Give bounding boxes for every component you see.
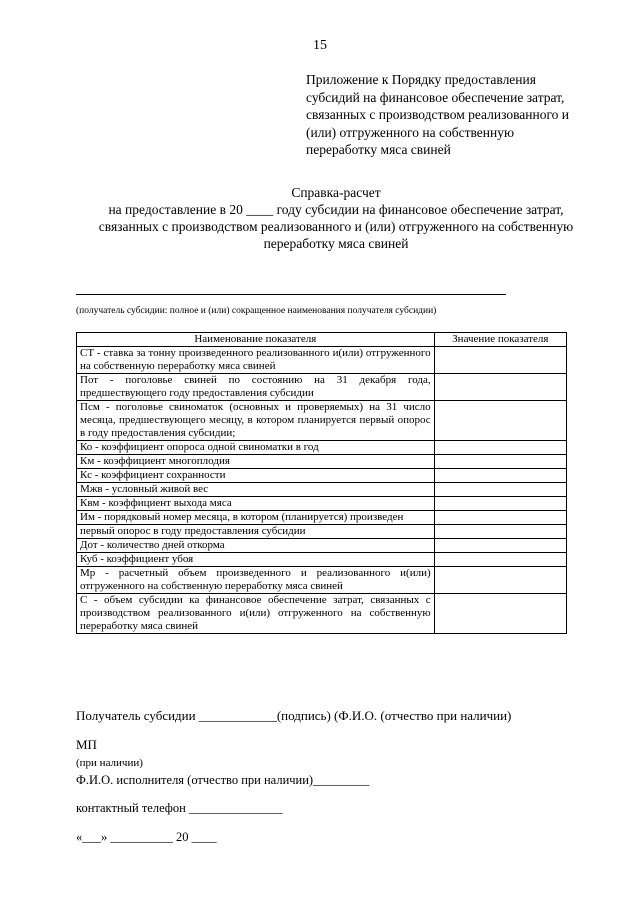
indicator-value-cell[interactable] <box>434 553 566 567</box>
appendix-line: связанных с производством реализованного и <box>306 107 570 122</box>
indicator-value-cell[interactable] <box>434 594 566 634</box>
table-row <box>77 539 567 553</box>
stamp-place: МП <box>76 737 97 752</box>
indicator-name: Им - порядковый номер месяца, в котором (планируется) произведен <box>77 511 435 525</box>
appendix-line: субсидий на финансовое обеспечение затрат, <box>306 89 565 105</box>
recipient-name-field[interactable] <box>76 286 506 295</box>
date-line: «___» __________ 20 ____ <box>76 830 217 844</box>
indicator-name: Дот - количество дней откорма <box>77 539 435 553</box>
indicator-name: СТ - ставка за тонну произведенного реализованного и(или) отгруженного на собственную переработку мяса свиней <box>77 347 435 374</box>
indicator-name: С - объем субсидии ка финансовое обеспечение затрат, связанных с производством реализованного и(или) отгруженного на собственную переработку мяса свиней <box>77 594 435 634</box>
indicator-value-cell[interactable] <box>434 497 566 511</box>
title-line: связанных с производством реализованного и (или) отгруженного на собственную <box>98 219 574 234</box>
indicator-value-cell[interactable] <box>434 441 566 455</box>
contact-phone-line: контактный телефон _______________ <box>76 801 283 815</box>
indicator-value-cell[interactable] <box>434 567 566 594</box>
table-header-row <box>77 333 567 347</box>
indicator-name: Пот - поголовье свиней по состоянию на 31 декабря года, предшествующего году предоставления субсидии <box>77 374 435 401</box>
table-row <box>77 497 567 511</box>
indicator-name: Кс - коэффициент сохранности <box>77 469 435 483</box>
indicator-name: Мр - расчетный объем произведенного и реализованного и(или) отгруженного на собственную переработку мяса свиней <box>77 567 435 594</box>
title-line: на предоставление в 20 ____ году субсидии на финансовое обеспечение затрат, <box>108 202 564 217</box>
table-row <box>77 594 567 634</box>
table-row <box>77 374 567 401</box>
indicator-name: первый опорос в году предоставления субсидии <box>77 525 435 539</box>
table-row <box>77 401 567 441</box>
indicator-value-cell[interactable] <box>434 401 566 441</box>
appendix-line: Приложение к Порядку предоставления <box>306 72 536 87</box>
appendix-line: переработку мяса свиней <box>306 142 451 157</box>
indicator-value-cell[interactable] <box>434 374 566 401</box>
title-heading: Справка-расчет <box>291 185 381 200</box>
table-row <box>77 511 567 525</box>
table-row <box>77 567 567 594</box>
table-row <box>77 347 567 374</box>
table-row <box>77 483 567 497</box>
appendix-note <box>306 71 626 159</box>
page-number: 15 <box>313 38 327 53</box>
recipient-signature-line: Получатель субсидии ____________(подпись) (Ф.И.О. (отчество при наличии) <box>76 708 512 723</box>
table-row <box>77 455 567 469</box>
stamp-note: (при наличии) <box>76 757 143 769</box>
column-header-name: Наименование показателя <box>77 333 435 347</box>
indicators-table <box>76 332 567 634</box>
document-title <box>60 184 612 252</box>
indicator-name: Куб - коэффициент убоя <box>77 553 435 567</box>
appendix-line: (или) отгруженного на собственную <box>306 124 515 140</box>
indicator-name: Ко - коэффициент опороса одной свиноматки в год <box>77 441 435 455</box>
indicator-name: Псм - поголовье свиноматок (основных и проверяемых) на 31 число месяца, предшествующего месяцу, в котором планируется первый опорос в году предоставления субсидии; <box>77 401 435 441</box>
recipient-caption: (получатель субсидии: полное и (или) сокращенное наименования получателя субсидии) <box>76 306 437 316</box>
indicator-value-cell[interactable] <box>434 469 566 483</box>
table-row <box>77 525 567 539</box>
indicator-name: Км - коэффициент многоплодия <box>77 455 435 469</box>
indicator-value-cell[interactable] <box>434 525 566 539</box>
indicator-name: Квм - коэффициент выхода мяса <box>77 497 435 511</box>
indicator-value-cell[interactable] <box>434 511 566 525</box>
indicator-value-cell[interactable] <box>434 483 566 497</box>
title-line: переработку мяса свиней <box>263 236 409 251</box>
indicator-value-cell[interactable] <box>434 539 566 553</box>
table-row <box>77 553 567 567</box>
indicator-name: Мжв - условный живой вес <box>77 483 435 497</box>
column-header-value: Значение показателя <box>434 333 566 347</box>
executor-line: Ф.И.О. исполнителя (отчество при наличии)_________ <box>76 773 370 787</box>
table-row <box>77 441 567 455</box>
table-row <box>77 469 567 483</box>
indicator-value-cell[interactable] <box>434 347 566 374</box>
indicator-value-cell[interactable] <box>434 455 566 469</box>
